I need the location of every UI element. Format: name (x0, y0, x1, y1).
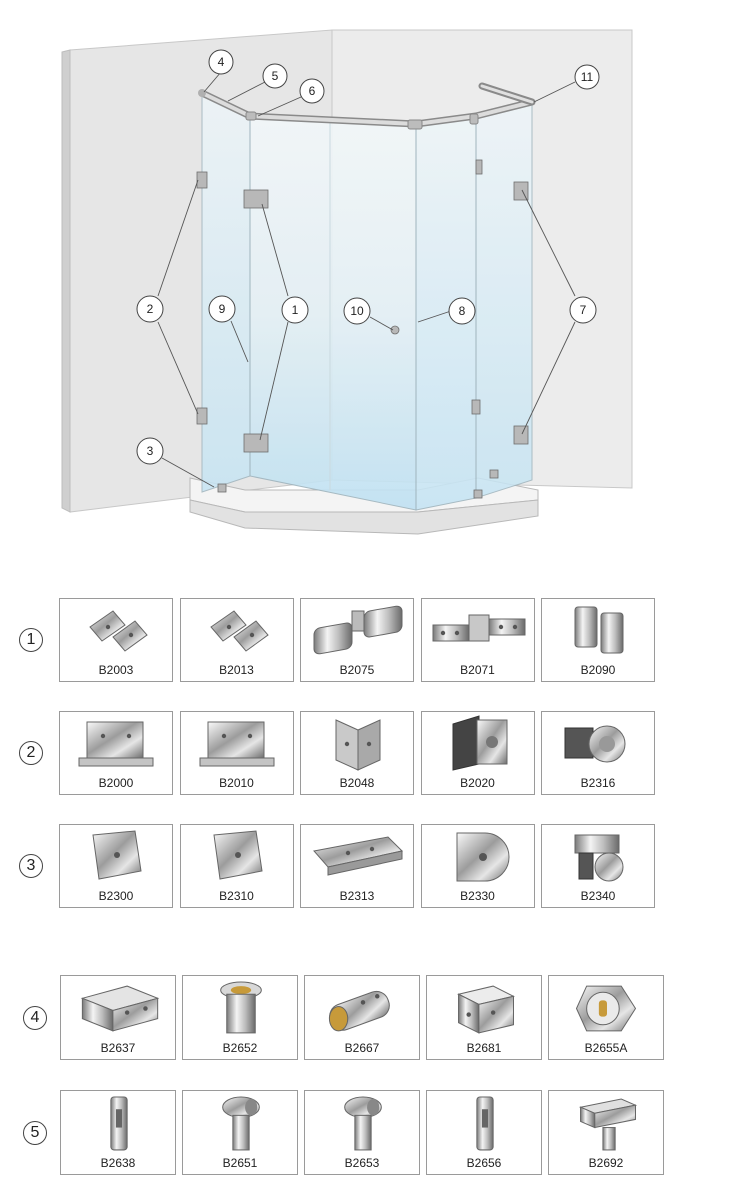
cube-connector-icon (427, 976, 543, 1043)
product-code: B2637 (100, 1041, 136, 1055)
product-code: B2692 (588, 1156, 624, 1170)
callout-1 (282, 297, 308, 323)
product-card-b2637 (60, 975, 176, 1060)
product-code: B2048 (339, 776, 375, 790)
hinge-90-icon (181, 599, 295, 665)
product-code: B2313 (339, 889, 375, 903)
svg-text:3: 3 (146, 444, 154, 458)
callout-10 (344, 298, 370, 324)
product-card-b2651 (182, 1090, 298, 1175)
svg-text:11: 11 (580, 70, 594, 84)
callout-8 (449, 298, 475, 324)
product-code: B2000 (98, 776, 134, 790)
svg-text:2: 2 (146, 302, 154, 316)
product-card-b2313 (300, 824, 414, 908)
product-code: B2652 (222, 1041, 258, 1055)
product-code: B2667 (344, 1041, 380, 1055)
row-number-4: 4 (23, 1006, 47, 1030)
product-card-b2020 (421, 711, 535, 795)
product-card-b2071 (421, 598, 535, 682)
bar-clamp-icon (61, 1091, 177, 1158)
svg-text:8: 8 (458, 304, 466, 318)
product-card-b2003 (59, 598, 173, 682)
product-code: B2003 (98, 663, 134, 677)
product-card-b2300 (59, 824, 173, 908)
product-card-b2013 (180, 598, 294, 682)
product-card-b2075 (300, 598, 414, 682)
shower-enclosure-diagram (0, 0, 750, 560)
hex-connector-icon (549, 976, 665, 1043)
angle-bracket-icon (301, 712, 415, 778)
product-card-b2010 (180, 711, 294, 795)
product-card-b2090 (541, 598, 655, 682)
bar-clamp-icon (427, 1091, 543, 1158)
product-code: B2653 (344, 1156, 380, 1170)
callout-2 (137, 296, 163, 322)
callout-6 (300, 79, 324, 103)
wall-bracket-icon (549, 1091, 665, 1158)
product-card-b2667 (304, 975, 420, 1060)
product-code: B2075 (339, 663, 375, 677)
square-clamp-icon (181, 825, 295, 891)
long-plate-hinge-icon (422, 599, 536, 665)
svg-text:7: 7 (579, 303, 587, 317)
tube-end-icon (183, 976, 299, 1043)
cylinder-connector-icon (305, 976, 421, 1043)
row-number-2: 2 (19, 741, 43, 765)
callout-4 (209, 50, 233, 74)
callout-3 (137, 438, 163, 464)
product-code: B2656 (466, 1156, 502, 1170)
wall-hinge-icon (60, 712, 174, 778)
callout-11 (575, 65, 599, 89)
product-card-b2048 (300, 711, 414, 795)
svg-text:1: 1 (291, 303, 299, 317)
long-clamp-icon (301, 825, 415, 891)
row-number-3: 3 (19, 854, 43, 878)
product-code: B2013 (219, 663, 254, 677)
product-code: B2300 (98, 889, 134, 903)
row-number-1: 1 (19, 628, 43, 652)
box-connector-icon (61, 976, 177, 1043)
product-card-b2681 (426, 975, 542, 1060)
product-code: B2681 (466, 1041, 502, 1055)
hinge-90-icon (60, 599, 174, 665)
svg-text:10: 10 (350, 304, 364, 318)
svg-text:4: 4 (217, 55, 225, 69)
round-clamp-icon (542, 712, 656, 778)
product-card-b2340 (541, 824, 655, 908)
product-code: B2020 (460, 776, 495, 790)
product-code: B2651 (222, 1156, 258, 1170)
svg-text:5: 5 (271, 69, 279, 83)
glass-to-glass-hinge-icon (301, 599, 415, 665)
product-card-b2638 (60, 1090, 176, 1175)
product-card-b2692 (548, 1090, 664, 1175)
product-card-b2653 (304, 1090, 420, 1175)
product-card-b2310 (180, 824, 294, 908)
product-code: B2316 (580, 776, 616, 790)
callout-5 (263, 64, 287, 88)
corner-bracket-icon (422, 712, 536, 778)
product-code: B2655A (584, 1041, 628, 1055)
product-code: B2638 (100, 1156, 136, 1170)
tube-clamp-icon (183, 1091, 299, 1158)
product-card-b2000 (59, 711, 173, 795)
product-card-b2655a (548, 975, 664, 1060)
product-card-b2330 (421, 824, 535, 908)
wall-hinge-icon (181, 712, 295, 778)
product-code: B2071 (460, 663, 495, 677)
pivot-hinge-icon (542, 599, 656, 665)
product-code: B2340 (580, 889, 616, 903)
callout-9 (209, 296, 235, 322)
product-card-b2652 (182, 975, 298, 1060)
knob-clamp-icon (542, 825, 656, 891)
product-card-b2656 (426, 1090, 542, 1175)
product-code: B2090 (580, 663, 616, 677)
product-card-b2316 (541, 711, 655, 795)
square-clamp-icon (60, 825, 174, 891)
d-clamp-icon (422, 825, 536, 891)
svg-text:6: 6 (308, 84, 316, 98)
product-code: B2310 (219, 889, 254, 903)
product-code: B2330 (460, 889, 495, 903)
product-code: B2010 (219, 776, 254, 790)
svg-text:9: 9 (218, 302, 226, 316)
row-number-5: 5 (23, 1121, 47, 1145)
tube-clamp-icon (305, 1091, 421, 1158)
callout-7 (570, 297, 596, 323)
